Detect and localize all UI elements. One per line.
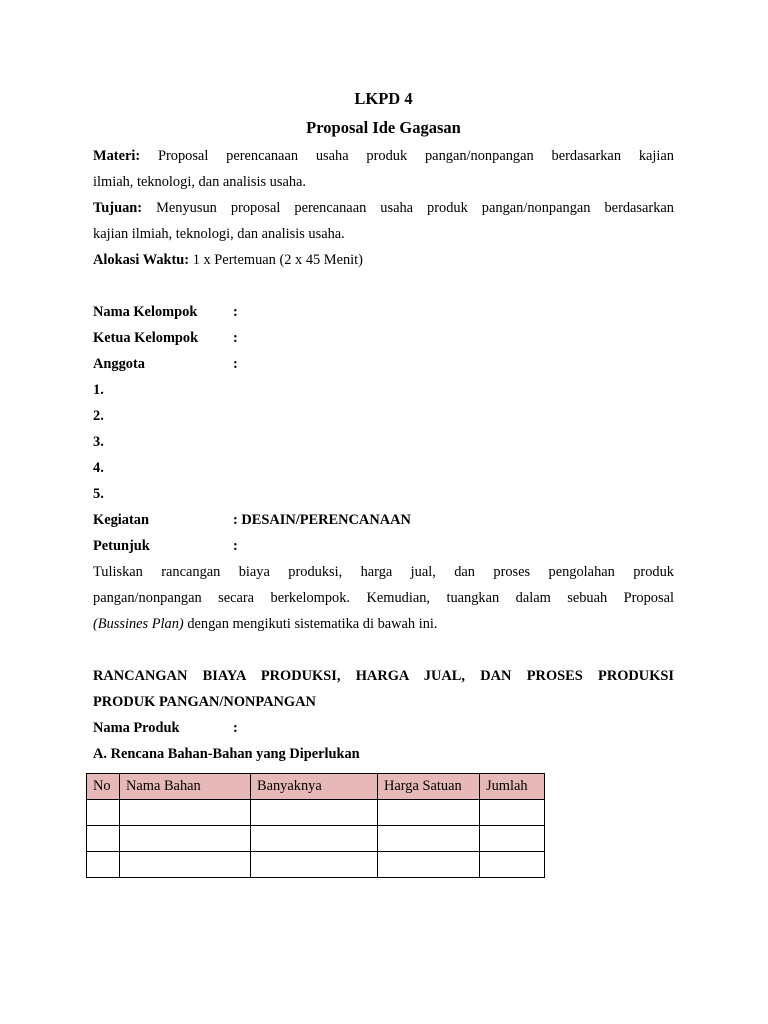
- member-number-5: 5.: [93, 486, 104, 502]
- materi-text-line2: ilmiah, teknologi, dan analisis usaha.: [93, 174, 307, 190]
- column-header-no: No: [87, 774, 120, 800]
- tujuan-label: Tujuan:: [93, 200, 143, 216]
- tujuan-text-line1: Menyusun proposal perencanaan usaha produk pangan/nonpangan berdasarkan: [156, 200, 674, 216]
- kegiatan-label: Kegiatan: [93, 512, 149, 528]
- materi-text-line1: Proposal perencanaan usaha produk pangan/nonpangan berdasarkan kajian: [157, 148, 674, 164]
- table-cell[interactable]: [251, 800, 378, 826]
- table-cell[interactable]: [251, 852, 378, 878]
- column-header-banyaknya: Banyaknya: [251, 774, 378, 800]
- table-cell[interactable]: [120, 826, 251, 852]
- alokasi-label: Alokasi Waktu:: [93, 252, 190, 268]
- alokasi-waktu-line: [93, 247, 674, 273]
- table-cell[interactable]: [87, 826, 120, 852]
- nama-kelompok-field: [93, 299, 674, 325]
- nama-produk-label: Nama Produk: [93, 720, 180, 736]
- table-cell[interactable]: [87, 852, 120, 878]
- kegiatan-field: [93, 507, 674, 533]
- nama-kelompok-label: Nama Kelompok: [93, 304, 198, 320]
- subsection-title: A. Rencana Bahan-Bahan yang Diperlukan: [93, 746, 360, 762]
- table-row: [87, 852, 545, 878]
- tujuan-text-line2: kajian ilmiah, teknologi, dan analisis usaha.: [93, 226, 345, 242]
- ketua-kelompok-value: :: [233, 330, 238, 346]
- table-cell[interactable]: [378, 800, 480, 826]
- anggota-field: [93, 351, 674, 377]
- nama-kelompok-value: :: [233, 304, 238, 320]
- materi-label: Materi:: [93, 148, 141, 164]
- table-header-row: [87, 774, 545, 800]
- nama-produk-value: :: [233, 720, 238, 736]
- member-number-3: 3.: [93, 434, 104, 450]
- anggota-label: Anggota: [93, 356, 145, 372]
- materials-table: [86, 773, 545, 878]
- table-row: [87, 800, 545, 826]
- kegiatan-value: : DESAIN/PERENCANAAN: [233, 512, 411, 528]
- alokasi-value: 1 x Pertemuan (2 x 45 Menit): [192, 252, 363, 268]
- table-row: [87, 826, 545, 852]
- ketua-kelompok-label: Ketua Kelompok: [93, 330, 199, 346]
- member-number-4: 4.: [93, 460, 104, 476]
- document-page: [93, 88, 674, 767]
- document-subtitle: Proposal Ide Gagasan: [306, 118, 461, 137]
- section-heading: [93, 663, 674, 715]
- member-number-1: 1.: [93, 382, 104, 398]
- table-cell[interactable]: [120, 852, 251, 878]
- instructions-paragraph: [93, 559, 674, 637]
- section-heading-line1: RANCANGAN BIAYA PRODUKSI, HARGA JUAL, DAN PROSES PRODUKSI: [93, 668, 674, 684]
- section-heading-line2: PRODUK PANGAN/NONPANGAN: [93, 694, 316, 710]
- column-header-harga-satuan: Harga Satuan: [378, 774, 480, 800]
- nama-produk-field: [93, 715, 674, 741]
- anggota-value: :: [233, 356, 238, 372]
- instructions-line3: dengan mengikuti sistematika di bawah ini.: [183, 616, 438, 632]
- table-cell[interactable]: [251, 826, 378, 852]
- tujuan-paragraph: [93, 195, 674, 247]
- petunjuk-label: Petunjuk: [93, 538, 150, 554]
- instructions-line1: Tuliskan rancangan biaya produksi, harga jual, dan proses pengolahan produk: [93, 564, 674, 580]
- column-header-nama-bahan: Nama Bahan: [120, 774, 251, 800]
- column-header-jumlah: Jumlah: [480, 774, 545, 800]
- table-cell[interactable]: [480, 800, 545, 826]
- table-cell[interactable]: [480, 852, 545, 878]
- member-number-2: 2.: [93, 408, 104, 424]
- table-cell[interactable]: [480, 826, 545, 852]
- instructions-italic: (Bussines Plan): [93, 616, 184, 632]
- petunjuk-value: :: [233, 538, 238, 554]
- table-cell[interactable]: [120, 800, 251, 826]
- materi-paragraph: [93, 143, 674, 195]
- ketua-kelompok-field: [93, 325, 674, 351]
- table-cell[interactable]: [378, 826, 480, 852]
- petunjuk-field: [93, 533, 674, 559]
- table-cell[interactable]: [87, 800, 120, 826]
- instructions-line2: pangan/nonpangan secara berkelompok. Kemudian, tuangkan dalam sebuah Proposal: [93, 590, 674, 606]
- table-cell[interactable]: [378, 852, 480, 878]
- document-title: LKPD 4: [354, 89, 413, 108]
